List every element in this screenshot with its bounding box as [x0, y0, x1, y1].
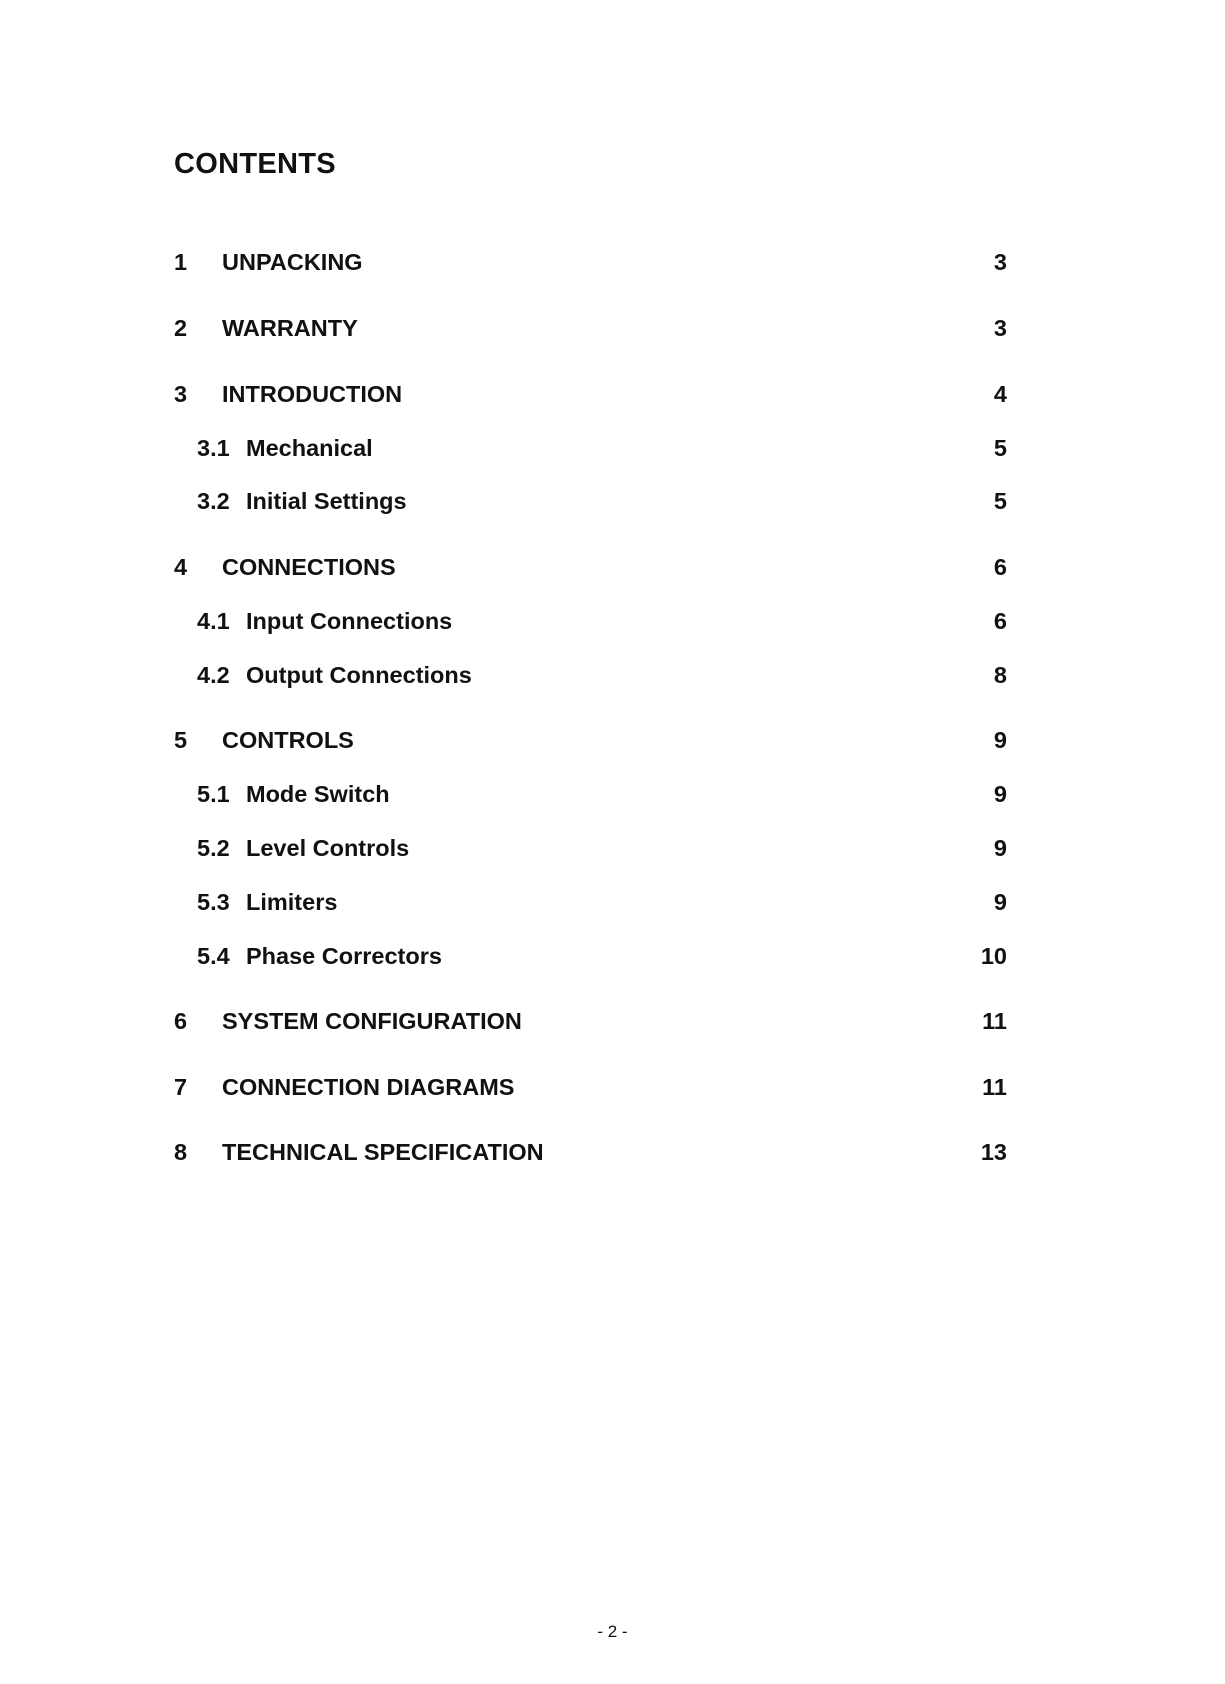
toc-entry-label: Mode Switch [246, 781, 390, 807]
toc-entry-page: 9 [993, 727, 1007, 753]
toc-entry-page: 5 [993, 488, 1007, 514]
toc-entry-3-1[interactable] [0, 431, 1225, 465]
toc-entry-page: 6 [993, 608, 1007, 634]
toc-entry-number: 8 [174, 1139, 188, 1165]
toc-entry-number: 3 [174, 381, 188, 407]
toc-entry-number: 3.2 [197, 488, 230, 514]
page-title: CONTENTS [174, 148, 336, 180]
toc-entry-label: TECHNICAL SPECIFICATION [222, 1139, 544, 1165]
toc-entry-page: 13 [980, 1139, 1007, 1165]
toc-entry-1[interactable] [0, 245, 1225, 279]
toc-entry-page: 6 [993, 554, 1007, 580]
toc-entry-label: CONTROLS [222, 727, 354, 753]
toc-entry-number: 2 [174, 315, 188, 341]
toc-entry-label: UNPACKING [222, 249, 363, 275]
toc-entry-label: Level Controls [246, 835, 410, 861]
toc-entry-number: 7 [174, 1074, 188, 1100]
toc-entry-5-4[interactable] [0, 939, 1225, 973]
toc-entry-label: SYSTEM CONFIGURATION [222, 1008, 522, 1034]
toc-entry-label: Mechanical [246, 435, 373, 461]
toc-entry-number: 4 [174, 554, 188, 580]
toc-entry-label: CONNECTIONS [222, 554, 396, 580]
toc-entry-page: 8 [993, 662, 1007, 688]
toc-entry-4-2[interactable] [0, 658, 1225, 692]
toc-entry-label: INTRODUCTION [222, 381, 403, 407]
toc-entry-page: 11 [982, 1074, 1007, 1100]
toc-entry-4-1[interactable] [0, 604, 1225, 638]
toc-entry-7[interactable] [0, 1070, 1225, 1104]
toc-entry-3[interactable] [0, 377, 1225, 411]
toc-entry-page: 9 [993, 889, 1007, 915]
toc-entry-6[interactable] [0, 1004, 1225, 1038]
toc-entry-page: 11 [982, 1008, 1007, 1034]
toc-entry-3-2[interactable] [0, 484, 1225, 518]
toc-entry-8[interactable] [0, 1135, 1225, 1169]
toc-entry-label: CONNECTION DIAGRAMS [222, 1074, 515, 1100]
toc-entry-label: Input Connections [246, 608, 453, 634]
toc-entry-label: Limiters [246, 889, 338, 915]
toc-entry-number: 4.1 [197, 608, 230, 634]
toc-entry-page: 10 [980, 943, 1007, 969]
toc-entry-page: 4 [993, 381, 1007, 407]
toc-entry-page: 3 [993, 249, 1007, 275]
toc-entry-5-3[interactable] [0, 885, 1225, 919]
toc-entry-5-1[interactable] [0, 777, 1225, 811]
toc-entry-number: 6 [174, 1008, 188, 1034]
toc-entry-2[interactable] [0, 311, 1225, 345]
toc-entry-label: Output Connections [246, 662, 472, 688]
toc-entry-page: 3 [993, 315, 1007, 341]
toc-entry-5[interactable] [0, 723, 1225, 757]
toc-entry-number: 1 [174, 249, 188, 275]
toc-entry-number: 5.2 [197, 835, 230, 861]
toc-entry-number: 5.1 [197, 781, 230, 807]
toc-entry-number: 5 [174, 727, 188, 753]
toc-entry-label: WARRANTY [222, 315, 358, 341]
toc-entry-label: Initial Settings [246, 488, 407, 514]
toc-entry-5-2[interactable] [0, 831, 1225, 865]
toc-entry-page: 5 [993, 435, 1007, 461]
toc-entry-number: 3.1 [197, 435, 230, 461]
toc-entry-page: 9 [993, 781, 1007, 807]
toc-entry-label: Phase Correctors [246, 943, 442, 969]
toc-entry-number: 5.3 [197, 889, 230, 915]
toc-entry-4[interactable] [0, 550, 1225, 584]
page-number-footer: - 2 - [597, 1622, 628, 1641]
toc-entry-number: 5.4 [197, 943, 230, 969]
toc-entry-number: 4.2 [197, 662, 230, 688]
toc-entry-page: 9 [993, 835, 1007, 861]
